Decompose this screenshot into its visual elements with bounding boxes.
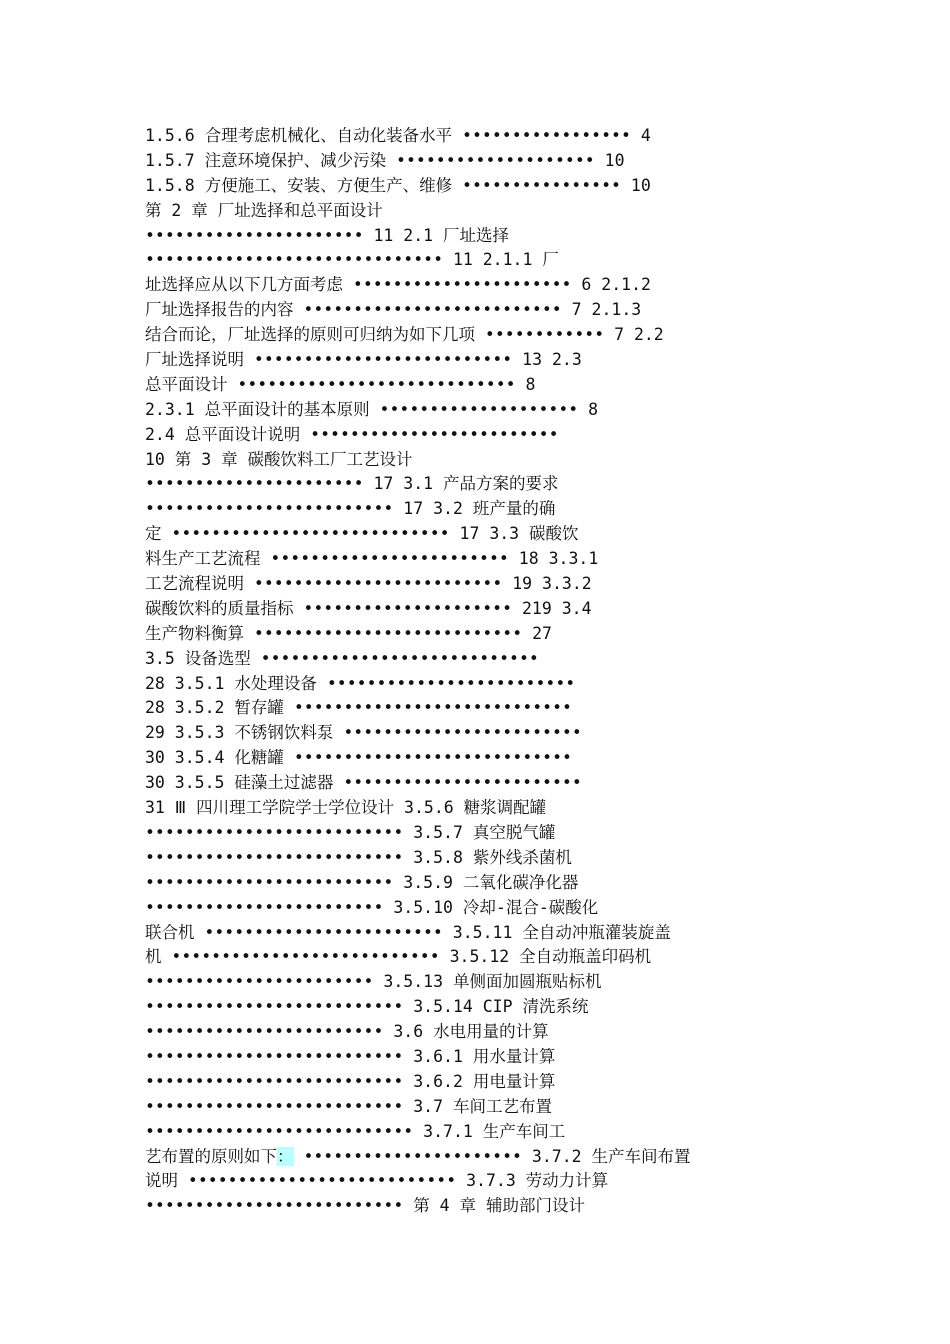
toc-line: 31 Ⅲ 四川理工学院学士学位设计 3.5.6 糖浆调配罐 [145, 798, 547, 818]
toc-line: ••••••••••••••••••••••••• 3.5.9 二氧化碳净化器 [145, 872, 579, 892]
toc-line: 机 ••••••••••••••••••••••••••• 3.5.12 全自动瓶盖印码机 [145, 947, 652, 967]
toc-line: 说明 ••••••••••••••••••••••••••• 3.7.3 劳动力计算 [145, 1171, 609, 1191]
toc-line: 3.5 设备选型 •••••••••••••••••••••••••••• [145, 648, 539, 668]
table-of-contents [145, 124, 810, 1219]
toc-line: 30 3.5.5 硅藻土过滤器 •••••••••••••••••••••••• [145, 773, 582, 793]
toc-line: 碳酸饮料的质量指标 ••••••••••••••••••••• 219 3.4 [145, 598, 592, 618]
toc-line: •••••••••••••••••••••••••••••• 11 2.1.1 厂 [145, 250, 559, 270]
toc-line: 2.3.1 总平面设计的基本原则 •••••••••••••••••••• 8 [145, 399, 599, 419]
toc-line: 定 •••••••••••••••••••••••••••• 17 3.3 碳酸饮 [145, 524, 579, 544]
toc-line: •••••••••••••••••••••••• 3.5.10 冷却-混合-碳酸化 [145, 897, 599, 917]
toc-line: •••••••••••••••••••••••••• 3.5.8 紫外线杀菌机 [145, 847, 572, 867]
toc-line-prefix: 艺布置的原则如下 [145, 1146, 277, 1166]
toc-line: ••••••••••••••••••••••••••• 3.7.1 生产车间工 [145, 1121, 566, 1141]
toc-line: 址选择应从以下几方面考虑 •••••••••••••••••••••• 6 2.1.2 [145, 275, 651, 295]
toc-line: 工艺流程说明 ••••••••••••••••••••••••• 19 3.3.2 [145, 574, 592, 594]
toc-line: •••••••••••••••••••••••••• 3.6.2 用电量计算 [145, 1071, 556, 1091]
toc-line: 28 3.5.2 暂存罐 •••••••••••••••••••••••••••• [145, 698, 572, 718]
chapter-heading: 第 2 章 厂址选择和总平面设计 [145, 200, 383, 220]
toc-line: •••••••••••••••••••••••• 3.6 水电用量的计算 [145, 1022, 549, 1042]
toc-line: 1.5.8 方便施工、安装、方便生产、维修 •••••••••••••••• 10 [145, 175, 651, 195]
toc-line: 总平面设计 •••••••••••••••••••••••••••• 8 [145, 374, 536, 394]
toc-line: •••••••••••••••••••••••••• 第 4 章 辅助部门设计 [145, 1196, 585, 1216]
highlight-mark: ： [277, 1146, 294, 1166]
toc-line: •••••••••••••••••••••••••• 3.7 车间工艺布置 [145, 1096, 552, 1116]
toc-line: 联合机 •••••••••••••••••••••••• 3.5.11 全自动冲瓶灌装旋盖 [145, 922, 671, 942]
toc-line: •••••••••••••••••••••••••• 3.5.7 真空脱气罐 [145, 822, 556, 842]
toc-line: ••••••••••••••••••••••• 3.5.13 单侧面加圆瓶贴标机 [145, 972, 602, 992]
toc-line: ••••••••••••••••••••••••• 17 3.2 班产量的确 [145, 499, 556, 519]
toc-line: 29 3.5.3 不锈钢饮料泵 •••••••••••••••••••••••• [145, 723, 582, 743]
toc-line: 2.4 总平面设计说明 ••••••••••••••••••••••••• [145, 424, 559, 444]
toc-line: 厂址选择报告的内容 •••••••••••••••••••••••••• 7 2.1.3 [145, 300, 642, 320]
toc-line: 30 3.5.4 化糖罐 •••••••••••••••••••••••••••• [145, 748, 572, 768]
toc-line: •••••••••••••••••••••••••• 3.6.1 用水量计算 [145, 1046, 556, 1066]
toc-line: 料生产工艺流程 •••••••••••••••••••••••• 18 3.3.1 [145, 549, 599, 569]
toc-line: 厂址选择说明 •••••••••••••••••••••••••• 13 2.3 [145, 350, 582, 370]
toc-line: 生产物料衡算 ••••••••••••••••••••••••••• 27 [145, 623, 552, 643]
toc-line-highlighted [145, 1145, 810, 1170]
toc-line: 1.5.7 注意环境保护、减少污染 •••••••••••••••••••• 10 [145, 150, 625, 170]
toc-line: •••••••••••••••••••••• 11 2.1 厂址选择 [145, 225, 510, 245]
toc-line: 1.5.6 合理考虑机械化、自动化装备水平 ••••••••••••••••• 4 [145, 126, 651, 145]
toc-line: 28 3.5.1 水处理设备 ••••••••••••••••••••••••• [145, 673, 576, 693]
toc-line: 结合而论，厂址选择的原则可归纳为如下几项 •••••••••••• 7 2.2 [145, 325, 664, 345]
chapter-heading: 10 第 3 章 碳酸饮料工厂工艺设计 [145, 449, 413, 469]
toc-line: •••••••••••••••••••••••••• 3.5.14 CIP 清洗系统 [145, 997, 589, 1017]
toc-line: •••••••••••••••••••••• 17 3.1 产品方案的要求 [145, 474, 559, 494]
toc-line-rest: •••••••••••••••••••••• 3.7.2 生产车间布置 [303, 1146, 691, 1166]
